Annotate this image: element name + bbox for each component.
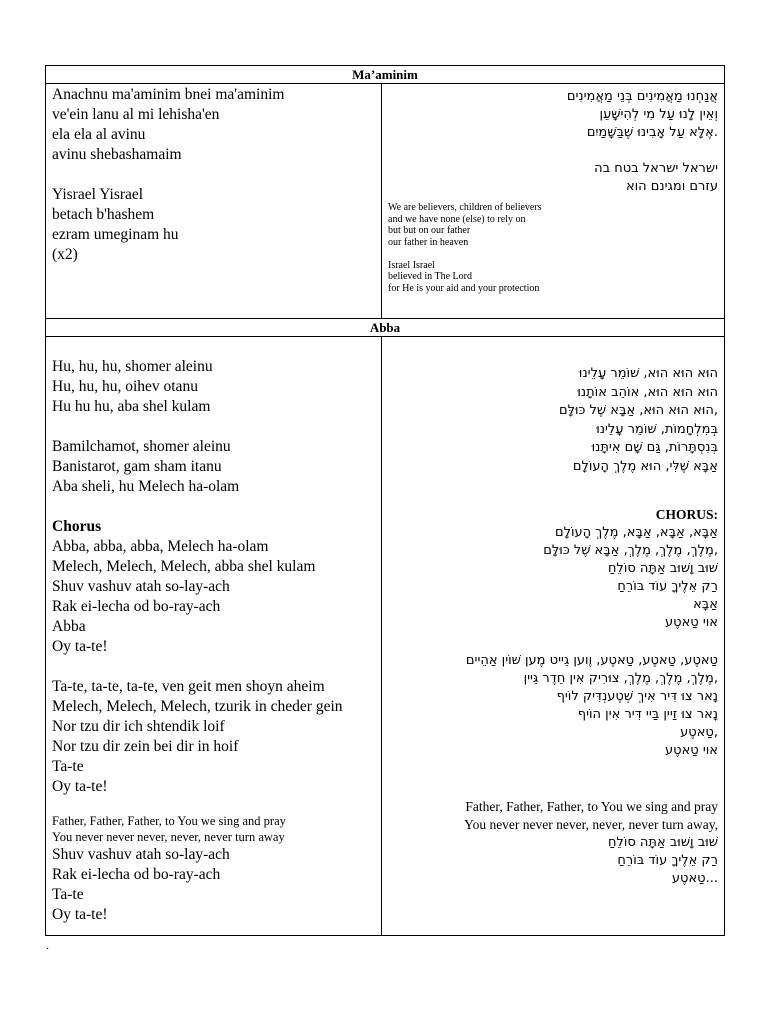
text-line: ,הוּא הוּא הוּא, אַבָּא שֶׁל כּוּלָּם (558, 403, 718, 418)
text-line: ve'ein lanu al mi lehisha'en (52, 106, 220, 123)
text-line (388, 142, 718, 160)
text-line: ישראל ישראל בטח בה (594, 161, 718, 176)
text-line: Nor tzu dir ich shtendik loif (52, 718, 225, 735)
text-line: (x2) (52, 246, 78, 263)
chorus-label: Chorus (52, 518, 102, 535)
text-line: We are believers, children of believers (388, 202, 542, 213)
hebrew-verse1 (388, 365, 718, 476)
lyrics-table (45, 65, 725, 936)
text-line: Rak ei-lecha od bo-ray-ach (52, 866, 221, 883)
song-title-abba: Abba (46, 319, 724, 337)
abba-transliteration (46, 337, 382, 935)
text-line: רַק אֵלֶיךָ עוֹד בּוֹרֵחַ (617, 579, 718, 594)
maaminim-hebrew-col (382, 84, 724, 318)
verse1-lines (52, 357, 375, 497)
footer-mark: . (46, 938, 49, 952)
english-right-lines (388, 798, 718, 834)
text-line: Hu hu hu, aba shel kulam (52, 398, 211, 415)
text-line: בְּנִסְתָּרוֹת, גַּם שָׁם אִיתָּנוּ (591, 440, 718, 455)
text-line: אֲנַחְנוּ מַאֲמִינִים בְּנֵי מַאֲמִינִים (566, 89, 718, 104)
text-line (52, 417, 375, 437)
text-line: Hu, hu, hu, oihev otanu (52, 378, 198, 395)
text-line: Israel Israel (388, 259, 435, 271)
text-line: Banistarot, gam sham itanu (52, 458, 222, 475)
text-line: Rak ei-lecha od bo-ray-ach (52, 598, 221, 615)
text-line: Melech, Melech, Melech, tzurik in cheder gein (52, 698, 343, 715)
text-line: Yisrael Yisrael (52, 186, 144, 203)
text-line: .אֶלָּא עַל אָבִינוּ שֶׁבַּשָּׁמַיִם (586, 125, 718, 140)
hebrew-verse2 (388, 652, 718, 760)
text-line (388, 248, 718, 260)
text-line: ela ela al avinu (52, 126, 146, 143)
text-line: but but on our father (388, 225, 471, 236)
text-line: Melech, Melech, Melech, abba shel kulam (52, 558, 316, 575)
text-line: betach b'hashem (52, 206, 155, 223)
text-line: שׁוּב וָשׁוּב אַתָּה סוֹלֵחַ (607, 561, 718, 576)
text-line: Shuv vashuv atah so-lay-ach (52, 846, 230, 863)
text-line: Father, Father, Father, to You we sing and pray (465, 799, 718, 814)
text-line: אַבָּא שֶׁלִּי, הוּא מֶלֶךְ הָעוֹלָם (572, 458, 718, 474)
text-line: אַבָּא, אַבָּא, אַבָּא, מֶלֶךְ הָעוֹלָם (554, 525, 718, 540)
text-line: Ta-te, ta-te, ta-te, ven geit men shoyn aheim (52, 678, 325, 695)
hebrew-lines (388, 88, 718, 196)
maaminim-row (46, 84, 724, 319)
text-line: Father, Father, Father, to You we sing and pray (52, 814, 286, 828)
text-line: הוּא הוּא הוּא, שׁוֹמֵר עָלֵינוּ (578, 366, 718, 381)
song-title-maaminim: Ma’aminim (46, 66, 724, 84)
text-line: ezram umeginam hu (52, 226, 179, 243)
text-line: נָאר צוּ זַיין בַּיי דִּיר אִין הוֹיף (577, 707, 718, 722)
text-line: וְאֵין לָנוּ עַל מִי לְהִישָּׁעֵן (599, 107, 718, 122)
english-translation (388, 202, 718, 294)
text-line: נָאר צוּ דִּיר אִיךְ שְׁטֶענְדִּיק לוֹיף (556, 689, 718, 704)
text-line: ,מֶלֶךְ, מֶלֶךְ, מֶלֶךְ, אַבָּא שֶׁל כּוּלָּם (543, 543, 718, 558)
text-line: ,טַאטֶע (680, 725, 718, 740)
maaminim-transliteration (46, 84, 382, 318)
text-line: Hu, hu, hu, shomer aleinu (52, 358, 213, 375)
text-line: our father in heaven (388, 236, 469, 248)
text-line: טַאטֶע, טַאטֶע, טַאטֶע, וֶוען גֵייט מֶען שׁוֹין אַהֵיים (465, 653, 718, 668)
chorus-heb-label: CHORUS: (655, 507, 718, 522)
text-line: אוי טַאטֶע (665, 743, 718, 758)
text-line: אַבָּא (693, 597, 718, 612)
text-line: עזרם ומגינם הוא (625, 179, 718, 194)
text-line: Ta-te (52, 886, 84, 903)
text-line: for He is your aid and your protection (388, 282, 540, 294)
text-line: אוי טַאטֶע (665, 615, 718, 630)
text-line: avinu shebashamaim (52, 146, 182, 163)
text-line: Abba, abba, abba, Melech ha-olam (52, 538, 269, 555)
text-line: Anachnu ma'aminim bnei ma'aminim (52, 86, 285, 103)
hebrew-ending (388, 834, 718, 888)
text-line: ,מֶלֶךְ, מֶלֶךְ, מֶלֶךְ, צוּרִיק אִין חֵדֶר גֵּיין (523, 671, 718, 686)
translit-lines (52, 85, 375, 265)
text-line: Ta-te (52, 758, 84, 775)
text-line: Aba sheli, hu Melech ha-olam (52, 478, 240, 495)
text-line: Oy ta-te! (52, 778, 108, 795)
text-line: ...טַאטֶע (671, 871, 718, 886)
text-line: and we have none (else) to rely on (388, 213, 526, 225)
abba-row (46, 337, 724, 935)
verse2-lines (52, 677, 375, 797)
text-line: רַק אֵלֶיךָ עוֹד בּוֹרֵחַ (617, 853, 718, 868)
ending-lines (52, 845, 375, 925)
chorus-lines (52, 537, 375, 657)
text-line: You never never never, never, never turn away (52, 830, 285, 844)
hebrew-chorus (388, 524, 718, 632)
english-small-lines (52, 813, 375, 845)
text-line: believed in The Lord (388, 271, 472, 282)
text-line: Shuv vashuv atah so-lay-ach (52, 578, 230, 595)
text-line: Nor tzu dir zein bei dir in hoif (52, 738, 239, 755)
text-line: בְּמִלְחָמוֹת, שׁוֹמֵר עָלֵינוּ (596, 421, 718, 437)
text-line: You never never never, never, never turn away, (464, 817, 718, 832)
text-line: Oy ta-te! (52, 638, 108, 655)
text-line: Bamilchamot, shomer aleinu (52, 438, 231, 455)
text-line: שׁוּב וָשׁוּב אַתָּה סוֹלֵחַ (607, 835, 718, 850)
text-line (52, 165, 375, 185)
abba-hebrew-col (382, 337, 724, 935)
text-line: Oy ta-te! (52, 906, 108, 923)
text-line: הוּא הוּא הוּא, אוֹהֵב אוֹתָנוּ (577, 384, 718, 400)
text-line: Abba (52, 618, 86, 635)
